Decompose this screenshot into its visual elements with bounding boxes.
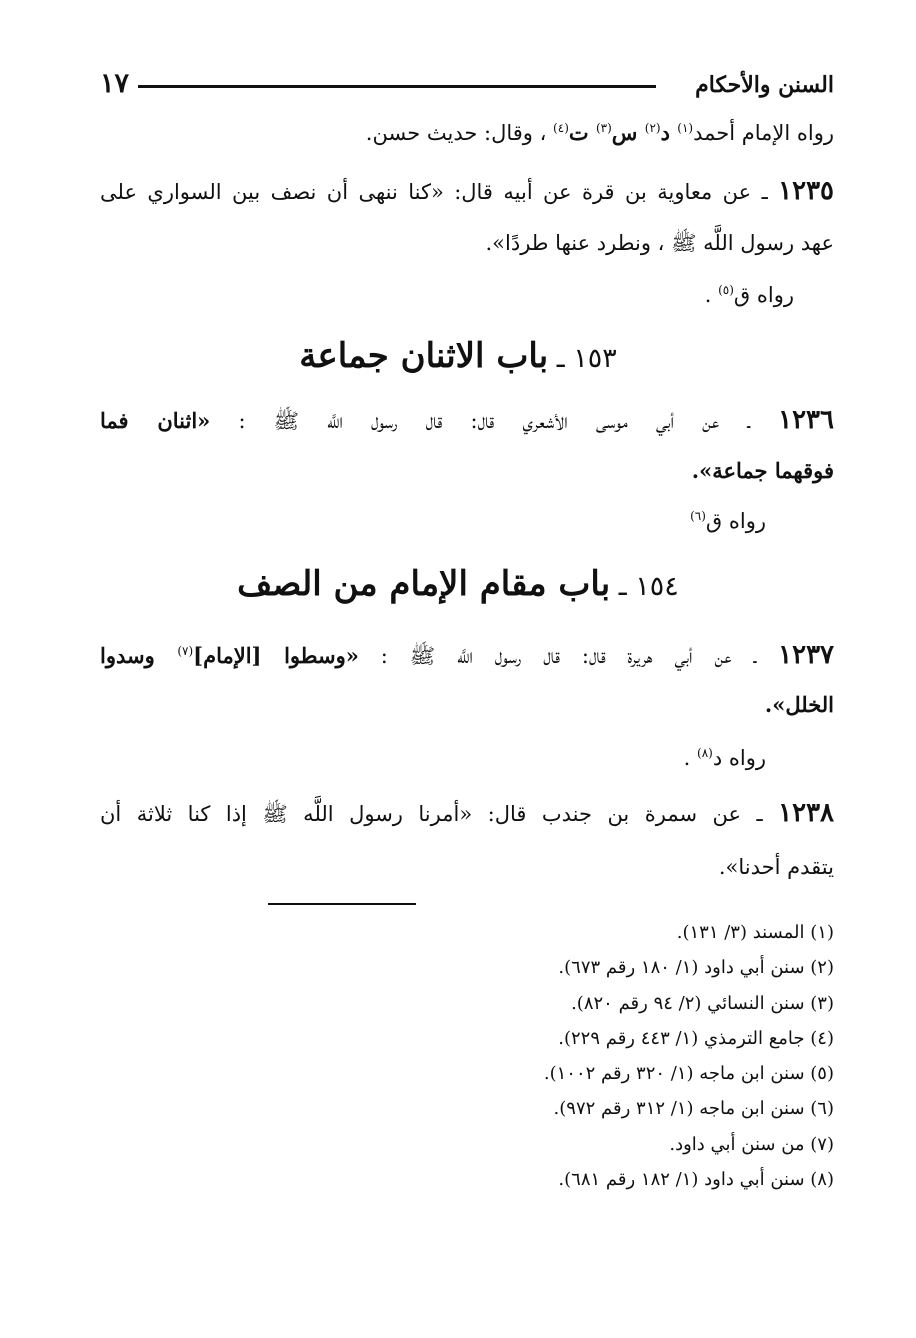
hadith-number: ١٢٣٥ — [778, 176, 834, 206]
footnote: (٥) سنن ابن ماجه (١/ ٣٢٠ رقم ١٠٠٢). — [543, 1063, 834, 1085]
hadith-1238-line-2: يتقدم أحدنا». — [718, 855, 834, 879]
hadith-number: ١٢٣٨ — [778, 798, 834, 828]
footnote: (٤) جامع الترمذي (١/ ٤٤٣ رقم ٢٢٩). — [558, 1027, 834, 1049]
footnote-ref: (١) — [677, 121, 694, 135]
page-number: ١٧ — [100, 68, 130, 99]
footnote: (٦) سنن ابن ماجه (١/ ٣١٢ رقم ٩٧٢). — [553, 1098, 834, 1120]
text-span: ـ عن معاوية بن قرة عن أبيه قال: «كنا ننهى أن نصف بين السواري على — [100, 180, 779, 204]
hadith-1236-attribution — [100, 506, 766, 536]
footnote: (٨) سنن أبي داود (١/ ١٨٢ رقم ٦٨١). — [558, 1169, 834, 1191]
text-span: . — [683, 746, 698, 770]
hadith-1238-line-1 — [100, 798, 834, 829]
text-span: وسدوا — [100, 643, 178, 668]
chapter-title: باب الاثنان جماعة — [299, 336, 549, 376]
attribution-line — [100, 118, 834, 148]
hadith-1235-attribution — [100, 280, 794, 310]
footnote-ref: (٢) — [644, 121, 661, 135]
footnote-ref: (٥) — [718, 283, 734, 297]
header-rule — [138, 85, 656, 88]
hadith-1237-attribution — [100, 743, 766, 773]
footnote-rule — [268, 903, 416, 905]
hadith-1235-line-1 — [100, 176, 834, 207]
footnote: (١) المسند (٣/ ١٣١). — [676, 922, 834, 943]
footnote-ref: (٧) — [177, 644, 194, 658]
footnote: (٧) من سنن أبي داود. — [669, 1133, 834, 1155]
hadith-number: ١٢٣٧ — [778, 640, 834, 670]
chapter-title: باب مقام الإمام من الصف — [237, 564, 611, 604]
hadith-1236-line-2: فوقهما جماعة». — [691, 458, 834, 483]
footnote-ref: (٨) — [697, 746, 713, 760]
footnote-ref: (٣) — [595, 121, 612, 135]
text-span: «اثنان فما — [100, 408, 211, 433]
text-span: رواه ق — [733, 283, 794, 307]
running-header-title: السنن والأحكام — [695, 72, 834, 98]
text-span: د — [660, 120, 678, 145]
hadith-1236-line-1 — [100, 405, 834, 436]
chapter-heading-153 — [0, 336, 916, 376]
text-span: ، وقال: حديث حسن. — [365, 121, 554, 145]
footnote-ref: (٦) — [690, 509, 706, 523]
text-span: رواه الإمام أحمد — [693, 121, 834, 145]
running-header — [100, 66, 834, 106]
footnotes-list — [94, 918, 834, 1200]
text-span: ت — [568, 120, 596, 145]
text-span: «وسطوا [الإمام] — [193, 643, 359, 668]
text-span: . — [704, 283, 719, 307]
text-span: ـ عن أبي هريرة قال: قال رسول اللَّه ﷺ : — [358, 644, 779, 668]
text-span: رواه د — [712, 746, 766, 770]
hadith-1237-line-2: الخلل». — [764, 692, 834, 717]
text-span: س — [611, 120, 645, 145]
text-span: ـ عن أبي موسى الأشعري قال: قال رسول اللَّه ﷺ : — [210, 409, 779, 433]
chapter-number: ١٥٣ ـ — [548, 343, 617, 374]
text-span: ـ عن سمرة بن جندب قال: «أمرنا رسول اللَّه ﷺ إذا كنا ثلاثة أن — [100, 802, 779, 826]
footnote-ref: (٤) — [553, 121, 569, 135]
footnote: (٢) سنن أبي داود (١/ ١٨٠ رقم ٦٧٣). — [558, 957, 834, 979]
chapter-number: ١٥٤ ـ — [610, 571, 679, 602]
hadith-1237-line-1 — [100, 640, 834, 671]
chapter-heading-154 — [0, 564, 916, 604]
hadith-number: ١٢٣٦ — [778, 405, 834, 435]
footnote: (٣) سنن النسائي (٢/ ٩٤ رقم ٨٢٠). — [571, 992, 834, 1014]
hadith-1235-line-2: عهد رسول اللَّه ﷺ ، ونطرد عنها طردًا». — [485, 231, 834, 255]
text-span: رواه ق — [705, 509, 766, 533]
